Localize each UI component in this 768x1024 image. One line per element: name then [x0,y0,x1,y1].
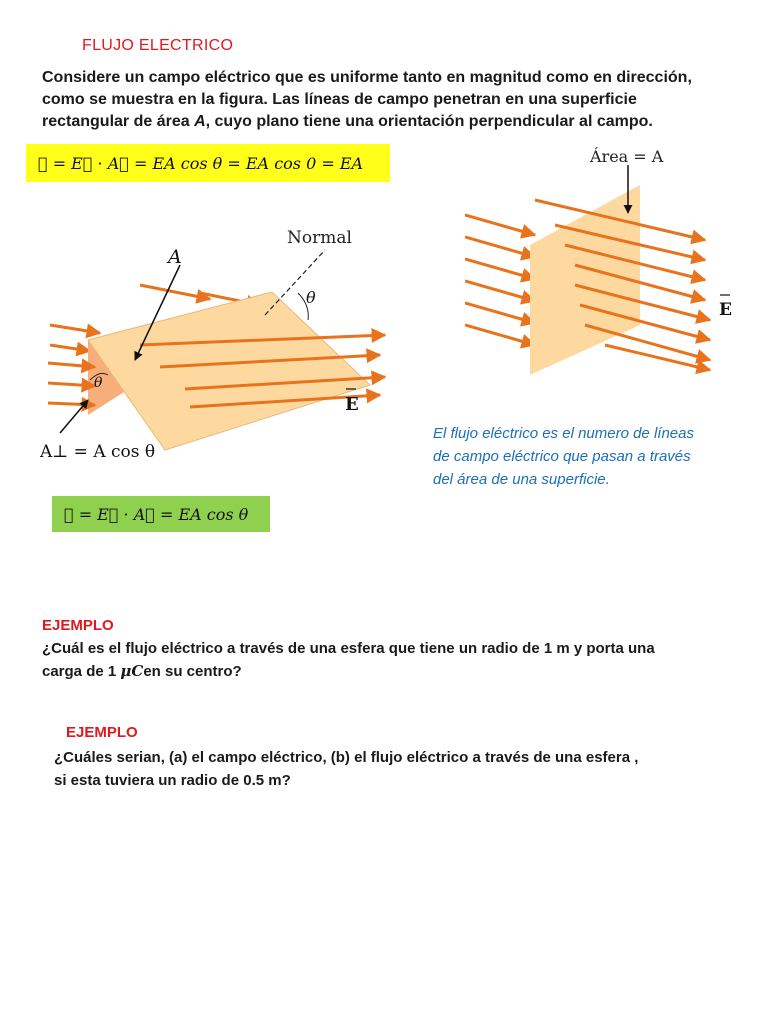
field-label-e: E [345,394,359,415]
example2-heading: EJEMPLO [66,724,138,741]
equation-bottom: ∅ = E⃗ · A⃗ = EA cos θ [52,496,270,532]
perpendicular-surface-figure [465,145,755,375]
theta-label-top: θ [306,288,316,307]
perp-area-label: A⊥ = A cos θ [40,442,156,462]
intro-line: rectangular de área A, cuyo plano tiene una orientación perpendicular al campo. [42,113,653,130]
field-label-e: E [719,300,732,320]
intro-line: como se muestra en la figura. Las líneas de campo penetran en una superficie [42,91,637,108]
intro-line: Considere un campo eléctrico que es uniforme tanto en magnitud como en dirección, [42,69,692,86]
flux-definition: El flujo eléctrico es el numero de líneas de campo eléctrico que pasan a través del área de una superficie. [433,425,694,488]
example1-text: ¿Cuál es el flujo eléctrico a través de una esfera que tiene un radio de 1 m y porta una carga de 1 μCen su centro? [42,640,655,680]
tilted-sheet [88,292,370,450]
intro-paragraph [42,67,762,133]
perpendicular-sheet [530,185,640,375]
tilted-surface-figure [40,215,400,465]
area-variable: A [194,113,206,130]
charge-unit: μC [120,662,144,680]
example1-heading: EJEMPLO [42,617,114,634]
field-lines-back [465,215,535,345]
area-label: Área = A [590,147,664,166]
page-title: FLUJO ELECTRICO [82,37,234,54]
theta-label-side: θ [94,375,103,391]
equation-top: ∅ = E⃗ · A⃗ = EA cos θ = EA cos 0 = EA [26,144,390,182]
example2-text: ¿Cuáles serian, (a) el campo eléctrico, (b) el flujo eléctrico a través de una esfera , si esta tuviera un radio de 0.5 m? [54,749,639,789]
normal-label: Normal [287,228,352,248]
area-label: A [168,246,182,268]
